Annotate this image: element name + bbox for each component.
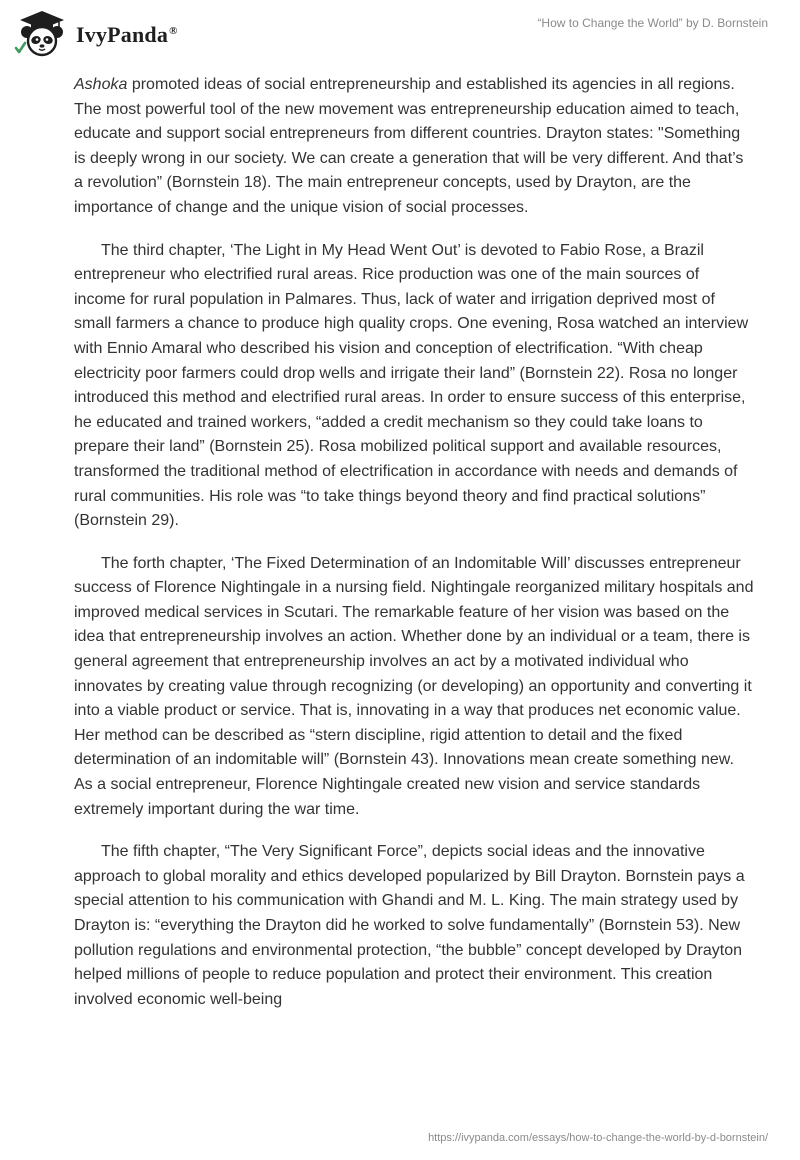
paragraph-fifth-chapter: The fifth chapter, “The Very Significant Force”, depicts social ideas and the innovative approach to global morality and ethics developed popularized by Bill Drayton. Bornstein pays a special attention to his communication with Ghandi and M. L. King. The main strategy used by Drayton is: “everything the Drayton did he worked to solve fundamentally” (Bornstein 53). New pollution regulations and environmental protection, “the bubble” concept developed by Drayton helped millions of people to reduce population and protect their environment. This creation involved economic well-being <box>74 843 745 1008</box>
brand-name: IvyPanda® <box>76 22 178 47</box>
paragraph-ashoka <box>74 73 754 221</box>
source-url[interactable]: https://ivypanda.com/essays/how-to-change-the-world-by-d-bornstein/ <box>428 1132 768 1144</box>
panda-graduate-icon <box>14 8 70 58</box>
essay-body <box>74 73 754 1030</box>
italic-lead: Ashoka <box>74 76 128 93</box>
page-header <box>0 0 800 70</box>
brand-logo[interactable] <box>14 8 178 58</box>
registered-mark: ® <box>169 24 178 37</box>
paragraph-fourth-chapter: The forth chapter, ‘The Fixed Determination of an Indomitable Will’ discusses entrepreneur success of Florence Nightingale in a nursing field. Nightingale reorganized military hospitals and improved medical services in Scutari. The remarkable feature of her vision was based on the idea that entrepreneurship involves an action. Whether done by an individual or a team, there is general agreement that entrepreneurship involves an act by a motivated individual who innovates by creating value through recognizing (or developing) an opportunity and converting it into a viable product or service. That is, innovating in a way that produces net economic value. Her method can be described as “stern discipline, rigid attention to detail and the fixed determination of an indomitable will” (Bornstein 43). Innovations mean create something new. As a social entrepreneur, Florence Nightingale created new vision and service standards extremely important during the war time. <box>74 554 754 818</box>
paragraph-text: promoted ideas of social entrepreneurship and established its agencies in all regions. The most powerful tool of the new movement was entrepreneurship education aimed to teach, educate and support social entrepreneurs from different countries. Drayton states: "Something is deeply wrong in our society. We can create a generation that will be very different. And that’s a revolution” (Bornstein 18). The main entrepreneur concepts, used by Drayton, are the importance of change and the unique vision of social processes. <box>74 76 744 216</box>
document-title: “How to Change the World” by D. Bornstein <box>537 16 768 30</box>
paragraph-third-chapter: The third chapter, ‘The Light in My Head Went Out’ is devoted to Fabio Rose, a Brazil entrepreneur who electrified rural areas. Rice production was one of the main sources of income for rural population in Palmares. Thus, lack of water and irrigation deprived most of small farmers a chance to produce high quality crops. One evening, Rosa watched an interview with Ennio Amaral who described his vision and conception of electrification. “With cheap electricity poor farmers could drop wells and irrigate their land” (Bornstein 22). Rosa no longer introduced this method and electrified rural areas. In order to ensure success of this enterprise, he educated and trained workers, “added a credit mechanism so they could take loans to prepare their land” (Bornstein 25). Rosa mobilized political support and available resources, transformed the traditional method of electrification in accordance with needs and demands of rural communities. His role was “to take things beyond theory and find practical solutions” (Bornstein 29). <box>74 241 749 530</box>
